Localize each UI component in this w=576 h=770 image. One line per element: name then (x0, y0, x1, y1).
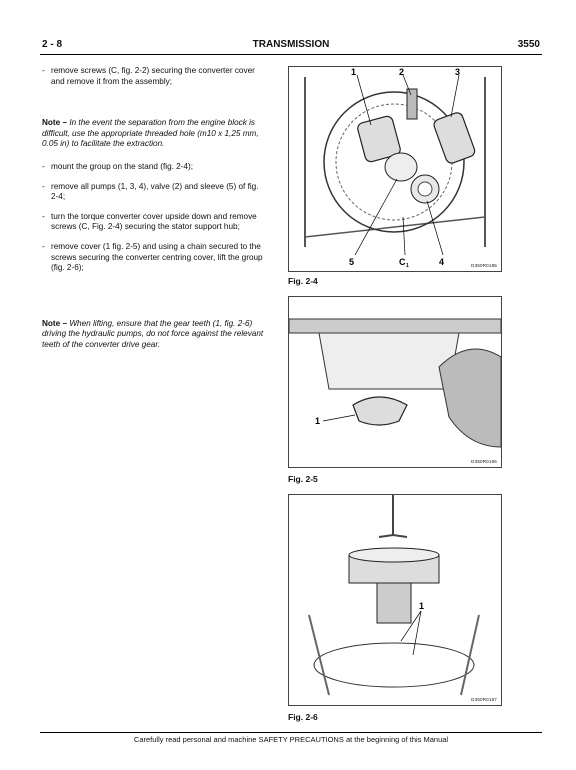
caption-fig-2-5: Fig. 2-5 (288, 474, 318, 484)
callout-3: 3 (455, 67, 461, 77)
page-header (40, 38, 542, 55)
callout-c-subscript: 1 (406, 263, 409, 269)
callout-1: 1 (315, 416, 321, 426)
callout-5: 5 (349, 257, 355, 267)
figure-code: D350R0185 (471, 263, 497, 268)
note-lifting: Note – When lifting, ensure that the gear teeth (1, fig. 2-6) driving the hydraulic pumps, do not force against the relevant teeth of the converter drive gear. (42, 318, 264, 349)
step-remove-screws: - remove screws (C, fig. 2-2) securing the converter cover and remove it from the assembly; (42, 66, 255, 86)
caption-fig-2-4: Fig. 2-4 (288, 276, 318, 286)
figure-2-4 (288, 66, 502, 272)
figure-2-6-illustration (289, 495, 501, 705)
callout-4: 4 (439, 257, 445, 267)
figure-code: D350R0186 (471, 459, 497, 464)
step-remove-pumps: - remove all pumps (1, 3, 4), valve (2) and sleeve (5) of fig. 2-4; (42, 181, 259, 202)
figure-2-4-illustration (289, 67, 501, 271)
figure-2-5 (288, 296, 502, 468)
callout-c: C (399, 257, 406, 267)
caption-fig-2-6: Fig. 2-6 (288, 712, 318, 722)
note-separation: Note – In the event the separation from the engine block is difficult, use the appropriate threaded hole (m10 x 1,25 mm, 0.05 in) to facilitate the extraction. (42, 118, 259, 149)
figure-2-6 (288, 494, 502, 706)
footer-safety-text: Carefully read personal and machine SAFETY PRECAUTIONS at the beginning of this Manual (133, 735, 449, 744)
callout-1: 1 (419, 601, 425, 611)
footer-rule (40, 732, 542, 733)
step-remove-cover: - remove cover (1 fig. 2-5) and using a chain secured to the screws securing the converter centring cover, lift the group (fig. 2-6); (42, 241, 263, 273)
figure-2-5-illustration (289, 297, 501, 467)
page-number: 2 - 8 (42, 39, 63, 50)
step-mount-group: - mount the group on the stand (fig. 2-4); (42, 161, 194, 171)
step-turn-cover: - turn the torque converter cover upside down and remove screws (C, Fig. 2-4) securing the stator support hub; (42, 211, 257, 232)
callout-2: 2 (399, 67, 405, 77)
callout-1: 1 (351, 67, 357, 77)
figure-code: D350R0187 (471, 697, 497, 702)
instruction-column (42, 66, 264, 363)
model-number: 3550 (517, 39, 540, 50)
section-title: TRANSMISSION (252, 39, 330, 50)
